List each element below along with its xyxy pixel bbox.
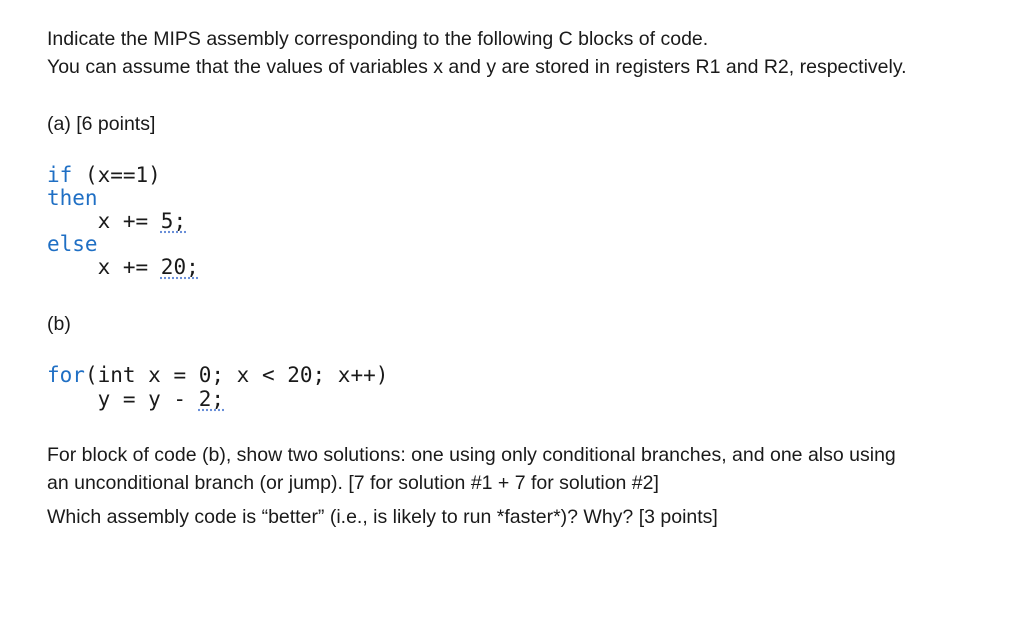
then-statement-value: 5; (160, 209, 187, 233)
for-body-value: 2; (198, 387, 225, 411)
keyword-then: then (47, 186, 98, 210)
else-statement-value: 20; (160, 255, 199, 279)
intro-line-1: Indicate the MIPS assembly corresponding to the following C blocks of code. (47, 28, 709, 50)
code-line-then (47, 187, 98, 210)
intro-line-2: You can assume that the values of variables x and y are stored in registers R1 and R2, respectively. (47, 56, 907, 78)
code-line-for (47, 364, 388, 387)
keyword-if: if (47, 163, 73, 187)
code-line-if (47, 164, 161, 187)
code-line-else-statement (47, 256, 199, 279)
if-condition: (x==1) (72, 163, 161, 187)
instructions-line-3: Which assembly code is “better” (i.e., is likely to run *faster*)? Why? [3 points] (47, 506, 718, 528)
instructions-line-2: an unconditional branch (or jump). [7 for solution #1 + 7 for solution #2] (47, 472, 659, 494)
code-line-else (47, 233, 98, 256)
for-header: (int x = 0; x < 20; x++) (84, 363, 389, 387)
else-statement-prefix: x += (47, 255, 161, 279)
instructions-line-1: For block of code (b), show two solutions: one using only conditional branches, and one also using (47, 444, 896, 466)
keyword-else: else (47, 232, 98, 256)
code-line-for-body (47, 388, 224, 411)
code-line-then-statement (47, 210, 186, 233)
then-statement-prefix: x += (47, 209, 161, 233)
for-body-prefix: y = y - (47, 387, 199, 411)
part-a-heading: (a) [6 points] (47, 113, 156, 135)
keyword-for: for (47, 363, 85, 387)
part-b-heading: (b) (47, 313, 71, 335)
